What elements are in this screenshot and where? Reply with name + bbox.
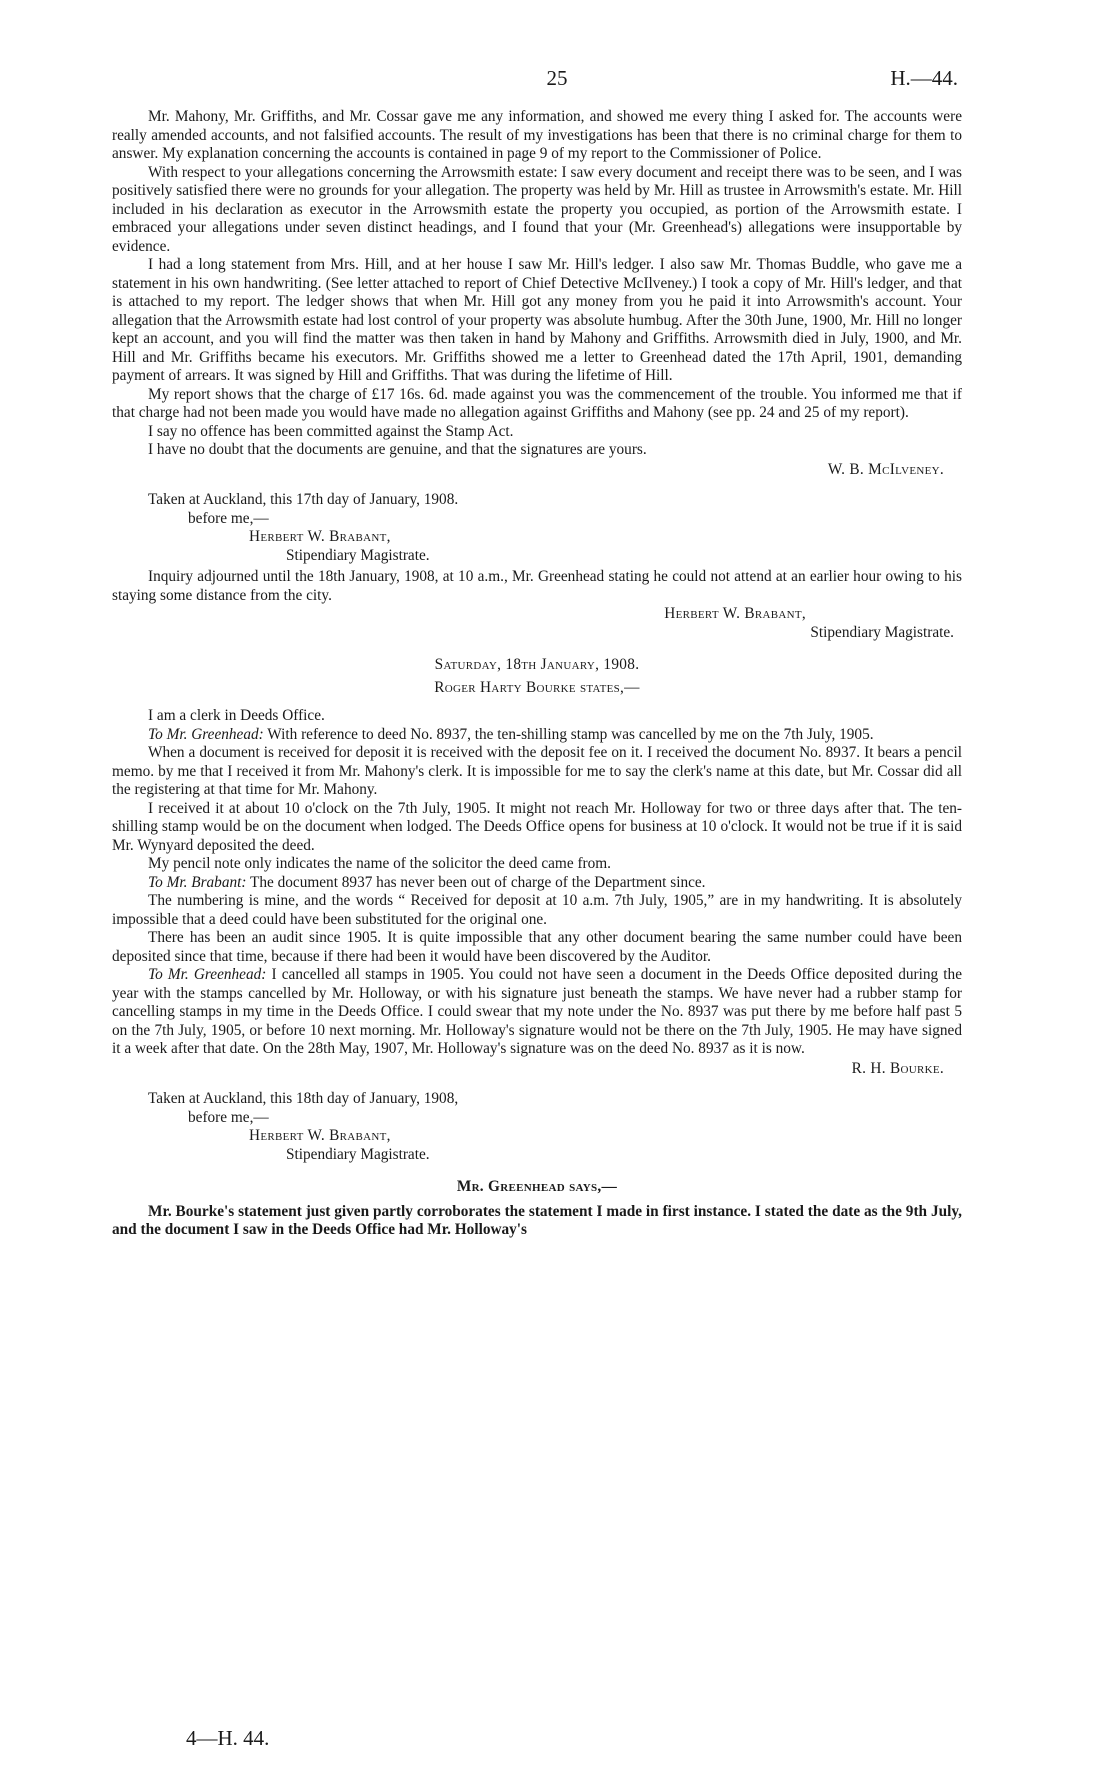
paragraph: I had a long statement from Mrs. Hill, and at her house I saw Mr. Hill's ledger. I also saw Mr. Thomas Buddle, who gave me a statement in his own handwriting. (See letter attached to report of Chief Detective McIlveney.) I took a copy of Mr. Hill's ledger, and that is attached to my report. The ledger shows that when Mr. Hill got any money from you he paid it into Arrowsmith's account. Your allegation that the Arrowsmith estate had lost control of your property was absolute humbug. After the 30th June, 1900, Mr. Hill no longer kept an account, and you will find the matter was then taken in hand by Mahony and Griffiths. Arrowsmith died in July, 1900, and Mr. Hill and Mr. Griffiths became his executors. Mr. Griffiths showed me a letter to Greenhead dated the 17th April, 1901, demanding payment of arrears. It was signed by Hill and Griffiths. That was during the lifetime of Hill. — [112, 256, 962, 384]
testimony-text: There has been an audit since 1905. It is quite impossible that any other document bearing the same number could have been deposited since that time, because if there had been it would have been discovered by the Auditor. — [112, 929, 962, 965]
magistrate-title: Stipendiary Magistrate. — [810, 623, 954, 641]
paragraph: Mr. Mahony, Mr. Griffiths, and Mr. Cossar gave me any information, and showed me every thing I asked for. The accounts were really amended accounts, and not falsified accounts. The result of my investigations has been that there is no criminal charge for them to answer. My explanation concerning the accounts is contained in page 9 of my report to the Commissioner of Police. — [112, 108, 962, 162]
magistrate-title: Stipendiary Magistrate. — [286, 546, 430, 564]
paragraph: I say no offence has been committed against the Stamp Act. — [148, 422, 514, 440]
testimony-paragraphs — [112, 707, 962, 1059]
paragraph: I have no doubt that the documents are genuine, and that the signatures are yours. — [148, 441, 647, 458]
testimony-text: When a document is received for deposit it is received with the deposit fee on it. I received the document No. 8937. It bears a pencil memo. by me that I received it from Mr. Mahony's clerk. It is impossible for me to say the clerk's name at this date, but Mr. Cossar did all the registering at that time for Mr. Mahony. — [112, 744, 962, 798]
magistrate-name: Herbert W. Brabant, — [249, 528, 391, 545]
witness-signature: W. B. McIlveney. — [827, 460, 944, 478]
jurat-taken: Taken at Auckland, this 18th day of January, 1908, — [148, 1090, 459, 1107]
testimony-paragraph — [112, 800, 962, 856]
paragraph: Mr. Bourke's statement just given partly corroborates the statement I made in first instance. I stated the date as the 9th July, and the document I saw in the Deeds Office had Mr. Holloway's — [112, 1202, 962, 1238]
section-heading: Mr. Greenhead says,— — [456, 1178, 618, 1195]
testimony-paragraph — [112, 892, 962, 929]
testimony-paragraph — [112, 726, 962, 745]
testimony-text: I cancelled all stamps in 1905. You could not have seen a document in the Deeds Office deposited during the year with the stamps cancelled by Mr. Holloway, or with his signature just beneath the stamps. We have never had a rubber stamp for cancelling stamps in my time in the Deeds Office. I could swear that my note under the No. 8937 was put there by me before half past 5 on the 7th July, 1905, or before 10 next morning. Mr. Holloway's signature would not be there on the 7th July, 1905. He may have signed it a week after that date. On the 28th May, 1907, Mr. Holloway's signature was on the deed No. 8937 as it is now. — [112, 966, 962, 1057]
testimony-text: I received it at about 10 o'clock on the 7th July, 1905. It might not reach Mr. Holloway for two or three days after that. The ten-shilling stamp would be on the document when lodged. The Deeds Office opens for business at 10 o'clock. It would not be true if it is said Mr. Wynyard deposited the deed. — [112, 799, 962, 854]
adjournment-note: Inquiry adjourned until the 18th January, 1908, at 10 a.m., Mr. Greenhead stating he could not attend at an earlier hour owing to his staying some distance from the city. — [112, 568, 962, 604]
jurat-before: before me,— — [188, 1108, 269, 1126]
paragraph: With respect to your allegations concerning the Arrowsmith estate: I saw every document and receipt there was to be seen, and I was positively satisfied there were no grounds for your allegation. The property was held by Mr. Hill as trustee in Arrowsmith's estate. Mr. Hill included in his declaration as executor in the Arrowsmith estate the property you occupied, as portion of the Arrowsmith estate. I embraced your allegations under seven distinct headings, and I found that your (Mr. Greenhead's) allegations were insupportable by evidence. — [112, 163, 962, 255]
witness-signature: R. H. Bourke. — [851, 1059, 944, 1077]
magistrate-title: Stipendiary Magistrate. — [286, 1145, 430, 1163]
examiner-lead: To Mr. Greenhead: — [148, 966, 267, 983]
page-number: 25 — [546, 66, 568, 90]
testimony-text: The document 8937 has never been out of charge of the Department since. — [246, 873, 706, 891]
witness-heading: Roger Harty Bourke states,— — [434, 678, 640, 696]
footer-reference: 4—H. 44. — [186, 1726, 270, 1750]
document-reference: H.—44. — [890, 66, 958, 90]
testimony-text: With reference to deed No. 8937, the ten-shilling stamp was cancelled by me on the 7th July, 1905. — [263, 725, 874, 743]
examiner-lead: To Mr. Brabant: — [148, 873, 247, 891]
magistrate-name: Herbert W. Brabant, — [664, 605, 806, 622]
testimony-text: My pencil note only indicates the name of the solicitor the deed came from. — [148, 855, 612, 872]
testimony-paragraph — [112, 874, 962, 893]
examiner-lead: To Mr. Greenhead: — [148, 725, 264, 743]
jurat-before: before me,— — [188, 509, 269, 527]
page-body — [112, 108, 962, 1240]
testimony-paragraph — [112, 966, 962, 1059]
testimony-paragraph — [112, 855, 962, 874]
paragraph: My report shows that the charge of £17 16s. 6d. made against you was the commencement of the trouble. You informed me that if that charge had not been made you would have made no allegation against Griffiths and Mahony (see pp. 24 and 25 of my report). — [112, 385, 962, 421]
jurat-taken: Taken at Auckland, this 17th day of January, 1908. — [148, 491, 459, 508]
testimony-text: The numbering is mine, and the words “ Received for deposit at 10 a.m. 7th July, 1905,” are in my handwriting. It is absolutely impossible that a deed could have been substituted for the original one. — [112, 892, 962, 928]
session-date-heading: Saturday, 18th January, 1908. — [434, 656, 640, 673]
testimony-paragraph — [112, 929, 962, 966]
testimony-paragraph — [112, 707, 962, 726]
magistrate-name: Herbert W. Brabant, — [249, 1127, 391, 1144]
testimony-paragraph — [112, 744, 962, 800]
testimony-text: I am a clerk in Deeds Office. — [148, 707, 325, 724]
